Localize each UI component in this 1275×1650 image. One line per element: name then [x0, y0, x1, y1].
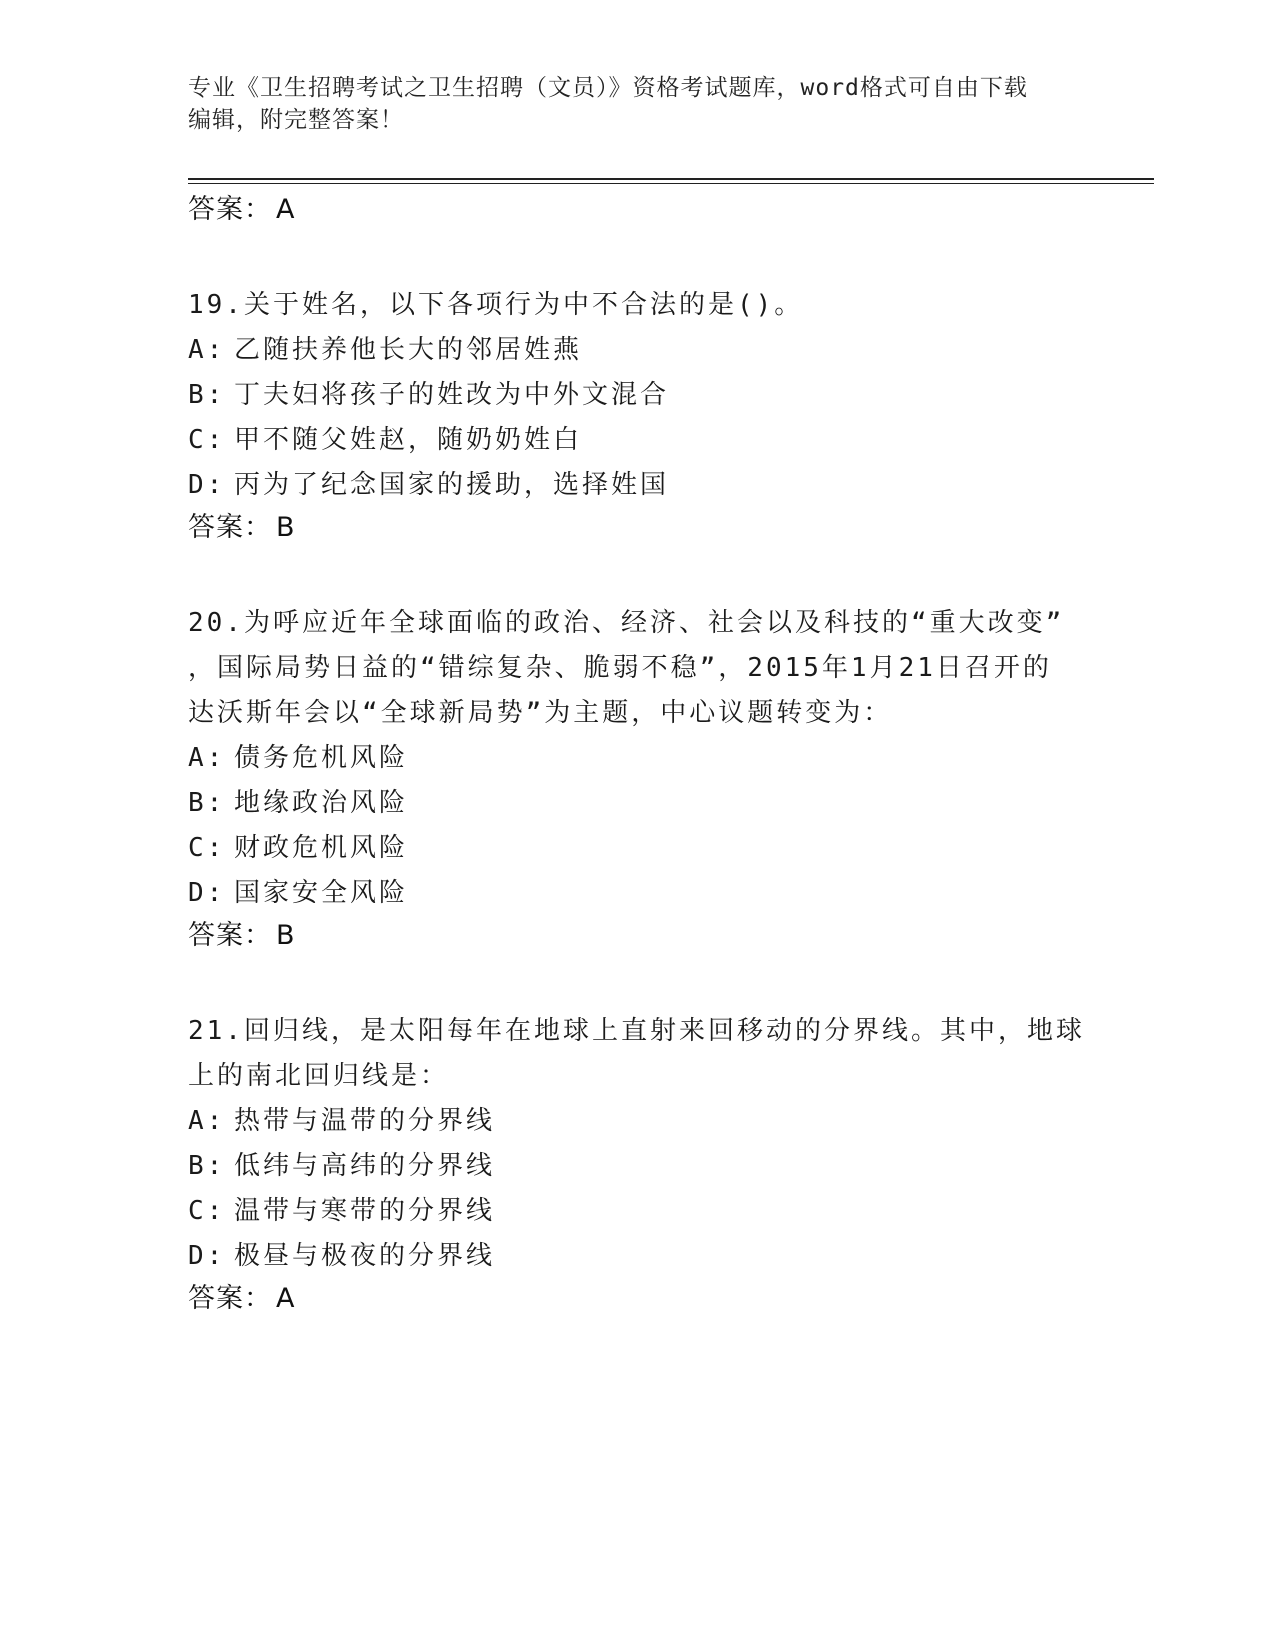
header-rule-thick: [188, 178, 1154, 180]
option-letter: A:: [188, 743, 226, 773]
option-text: 债务危机风险: [234, 743, 409, 773]
question-line: ，国际局势日益的“错综复杂、脆弱不稳”，2015年1月21日召开的: [188, 653, 1052, 683]
option-letter: D:: [188, 470, 226, 500]
option-a: [188, 328, 1088, 373]
option-b: [188, 781, 1088, 826]
option-letter: B:: [188, 380, 226, 410]
page-header: [188, 72, 1088, 136]
question-line: 20.为呼应近年全球面临的政治、经济、社会以及科技的“重大改变”: [188, 608, 1065, 638]
answer-value: A: [276, 194, 296, 225]
option-d: [188, 1234, 1088, 1279]
option-c: [188, 826, 1088, 871]
answer-18: [188, 190, 1088, 235]
option-text: 地缘政治风险: [234, 788, 409, 818]
question-line: 上的南北回归线是：: [188, 1061, 450, 1091]
option-letter: C:: [188, 1196, 226, 1226]
option-text: 国家安全风险: [234, 878, 409, 908]
option-c: [188, 418, 1088, 463]
option-b: [188, 1144, 1088, 1189]
answer-21: [188, 1279, 1088, 1324]
option-text: 财政危机风险: [234, 833, 409, 863]
answer-label: 答案：: [188, 194, 272, 225]
option-text: 温带与寒带的分界线: [234, 1196, 496, 1226]
question-text: [188, 283, 1088, 328]
option-text: 低纬与高纬的分界线: [234, 1151, 496, 1181]
question-20: [188, 601, 1088, 961]
option-text: 热带与温带的分界线: [234, 1106, 496, 1136]
option-letter: B:: [188, 1151, 226, 1181]
option-letter: B:: [188, 788, 226, 818]
option-a: [188, 736, 1088, 781]
option-text: 丙为了纪念国家的援助，选择姓国: [234, 470, 670, 500]
answer-label: 答案：: [188, 512, 272, 543]
option-letter: A:: [188, 1106, 226, 1136]
option-text: 乙随扶养他长大的邻居姓燕: [234, 335, 583, 365]
header-line-2: 编辑，附完整答案！: [188, 107, 404, 133]
answer-value: B: [276, 920, 296, 951]
option-d: [188, 871, 1088, 916]
answer-label: 答案：: [188, 920, 272, 951]
document-body: [188, 190, 1088, 1324]
option-letter: A:: [188, 335, 226, 365]
question-text: [188, 601, 1088, 736]
option-c: [188, 1189, 1088, 1234]
question-21: [188, 1009, 1088, 1324]
question-line: 21.回归线，是太阳每年在地球上直射来回移动的分界线。其中，地球: [188, 1016, 1085, 1046]
option-text: 丁夫妇将孩子的姓改为中外文混合: [234, 380, 670, 410]
question-line: 达沃斯年会以“全球新局势”为主题，中心议题转变为：: [188, 698, 893, 728]
question-line: 19.关于姓名，以下各项行为中不合法的是()。: [188, 290, 804, 320]
answer-19: [188, 508, 1088, 553]
option-letter: D:: [188, 878, 226, 908]
option-letter: C:: [188, 833, 226, 863]
option-b: [188, 373, 1088, 418]
question-text: [188, 1009, 1088, 1099]
option-text: 极昼与极夜的分界线: [234, 1241, 496, 1271]
answer-value: B: [276, 512, 296, 543]
answer-20: [188, 916, 1088, 961]
question-19: [188, 283, 1088, 553]
option-d: [188, 463, 1088, 508]
option-letter: D:: [188, 1241, 226, 1271]
option-letter: C:: [188, 425, 226, 455]
header-line-1: 专业《卫生招聘考试之卫生招聘（文员）》资格考试题库，word格式可自由下载: [188, 75, 1028, 101]
header-rule-thin: [188, 183, 1154, 184]
answer-label: 答案：: [188, 1283, 272, 1314]
answer-value: A: [276, 1283, 296, 1314]
option-text: 甲不随父姓赵，随奶奶姓白: [234, 425, 583, 455]
option-a: [188, 1099, 1088, 1144]
